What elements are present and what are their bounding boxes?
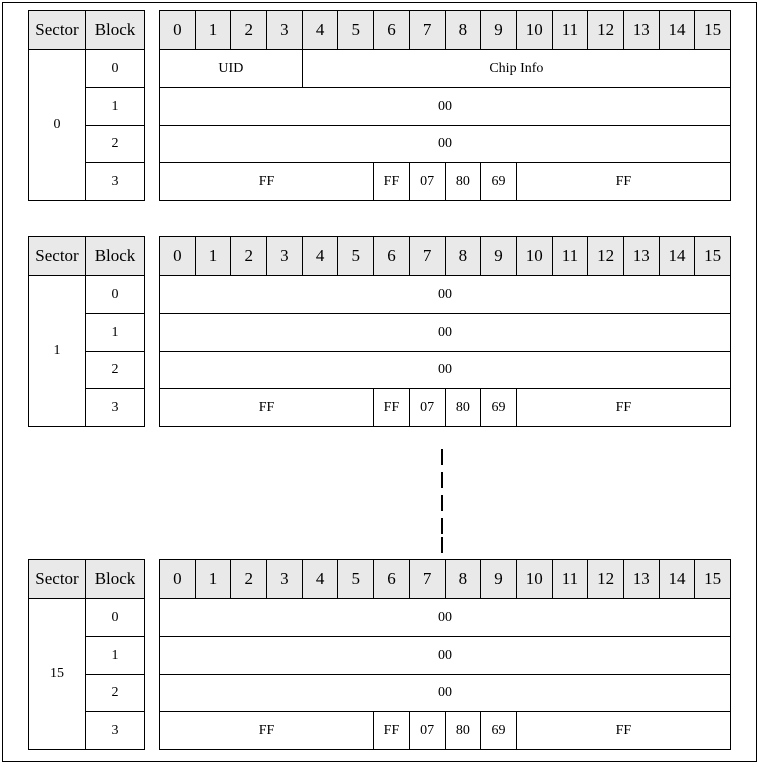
block-row xyxy=(160,599,731,637)
block-number: 0 xyxy=(86,50,145,88)
byte-index-header: 14 xyxy=(659,11,695,50)
block-header: Block xyxy=(86,11,145,50)
byte-index-header: 4 xyxy=(302,11,338,50)
data-cell: 00 xyxy=(160,314,731,352)
byte-index-header: 5 xyxy=(338,237,374,276)
byte-index-header: 11 xyxy=(552,237,588,276)
block-number: 2 xyxy=(86,352,145,389)
byte-index-header: 3 xyxy=(267,560,303,599)
data-cell: FF xyxy=(374,163,410,201)
byte-index-header: 12 xyxy=(588,11,624,50)
block-row xyxy=(160,637,731,675)
byte-index-header: 10 xyxy=(516,237,552,276)
block-data-table xyxy=(159,559,731,750)
byte-index-header: 12 xyxy=(588,560,624,599)
data-cell: 07 xyxy=(409,712,445,750)
byte-index-header: 4 xyxy=(302,560,338,599)
block-number: 0 xyxy=(86,599,145,637)
data-cell: FF xyxy=(516,389,730,427)
sector-number: 1 xyxy=(29,276,86,427)
data-cell: 69 xyxy=(481,163,517,201)
block-header: Block xyxy=(86,560,145,599)
data-cell: UID xyxy=(160,50,303,88)
block-number: 2 xyxy=(86,126,145,163)
block-row xyxy=(160,389,731,427)
data-cell: 00 xyxy=(160,675,731,712)
byte-index-header: 15 xyxy=(695,560,731,599)
block-data-table xyxy=(159,10,731,201)
block-number: 1 xyxy=(86,637,145,675)
byte-index-header: 5 xyxy=(338,560,374,599)
data-cell: 00 xyxy=(160,599,731,637)
data-cell: 80 xyxy=(445,389,481,427)
byte-index-header: 6 xyxy=(374,560,410,599)
block-number: 0 xyxy=(86,276,145,314)
byte-index-header: 0 xyxy=(160,237,196,276)
block-data-table xyxy=(159,236,731,427)
byte-index-header: 13 xyxy=(623,560,659,599)
byte-index-header: 4 xyxy=(302,237,338,276)
data-cell: 80 xyxy=(445,712,481,750)
block-number: 1 xyxy=(86,88,145,126)
byte-index-header: 13 xyxy=(623,11,659,50)
byte-index-header: 2 xyxy=(231,11,267,50)
byte-index-header: 9 xyxy=(481,11,517,50)
data-cell: 69 xyxy=(481,712,517,750)
byte-index-header: 9 xyxy=(481,560,517,599)
byte-index-header: 13 xyxy=(623,237,659,276)
data-cell: 00 xyxy=(160,276,731,314)
block-row xyxy=(160,712,731,750)
block-row xyxy=(160,314,731,352)
byte-index-header: 2 xyxy=(231,560,267,599)
sector-number: 0 xyxy=(29,50,86,201)
data-cell: FF xyxy=(516,712,730,750)
data-cell: FF xyxy=(160,163,374,201)
block-header: Block xyxy=(86,237,145,276)
ellipsis-dash xyxy=(441,518,443,534)
ellipsis-dash xyxy=(441,449,443,465)
block-row xyxy=(160,163,731,201)
byte-index-header: 6 xyxy=(374,237,410,276)
byte-index-header: 12 xyxy=(588,237,624,276)
byte-index-header: 8 xyxy=(445,560,481,599)
ellipsis-dash xyxy=(441,537,443,553)
byte-index-header: 8 xyxy=(445,11,481,50)
byte-index-header: 10 xyxy=(516,11,552,50)
block-row xyxy=(160,276,731,314)
byte-index-header: 1 xyxy=(195,560,231,599)
byte-index-header: 0 xyxy=(160,11,196,50)
data-cell: 80 xyxy=(445,163,481,201)
block-row xyxy=(160,88,731,126)
ellipsis-dash xyxy=(441,495,443,511)
block-number: 2 xyxy=(86,675,145,712)
byte-index-header: 7 xyxy=(409,11,445,50)
byte-index-header: 7 xyxy=(409,560,445,599)
byte-index-header: 3 xyxy=(267,237,303,276)
byte-index-header: 7 xyxy=(409,237,445,276)
data-cell: 00 xyxy=(160,637,731,675)
block-number: 3 xyxy=(86,163,145,201)
sector-header: Sector xyxy=(29,237,86,276)
byte-index-header: 15 xyxy=(695,237,731,276)
byte-index-header: 0 xyxy=(160,560,196,599)
data-cell: 00 xyxy=(160,126,731,163)
block-number: 3 xyxy=(86,712,145,750)
block-number: 1 xyxy=(86,314,145,352)
sector-block-table xyxy=(28,10,145,201)
byte-index-header: 3 xyxy=(267,11,303,50)
byte-index-header: 10 xyxy=(516,560,552,599)
byte-index-header: 1 xyxy=(195,237,231,276)
data-cell: 69 xyxy=(481,389,517,427)
data-cell: FF xyxy=(516,163,730,201)
data-cell: 07 xyxy=(409,163,445,201)
sector-number: 15 xyxy=(29,599,86,750)
data-cell: 07 xyxy=(409,389,445,427)
byte-index-header: 5 xyxy=(338,11,374,50)
data-cell: 00 xyxy=(160,88,731,126)
byte-index-header: 8 xyxy=(445,237,481,276)
byte-index-header: 14 xyxy=(659,237,695,276)
byte-index-header: 11 xyxy=(552,560,588,599)
sector-block-table xyxy=(28,236,145,427)
data-cell: 00 xyxy=(160,352,731,389)
data-cell: FF xyxy=(160,389,374,427)
block-row xyxy=(160,675,731,712)
sector-header: Sector xyxy=(29,560,86,599)
block-number: 3 xyxy=(86,389,145,427)
block-row xyxy=(160,352,731,389)
byte-index-header: 2 xyxy=(231,237,267,276)
data-cell: FF xyxy=(374,712,410,750)
sector-block-table xyxy=(28,559,145,750)
data-cell: Chip Info xyxy=(302,50,730,88)
block-row xyxy=(160,126,731,163)
byte-index-header: 11 xyxy=(552,11,588,50)
byte-index-header: 14 xyxy=(659,560,695,599)
ellipsis-dash xyxy=(441,472,443,488)
data-cell: FF xyxy=(160,712,374,750)
byte-index-header: 9 xyxy=(481,237,517,276)
byte-index-header: 6 xyxy=(374,11,410,50)
block-row xyxy=(160,50,731,88)
sector-header: Sector xyxy=(29,11,86,50)
byte-index-header: 15 xyxy=(695,11,731,50)
data-cell: FF xyxy=(374,389,410,427)
byte-index-header: 1 xyxy=(195,11,231,50)
